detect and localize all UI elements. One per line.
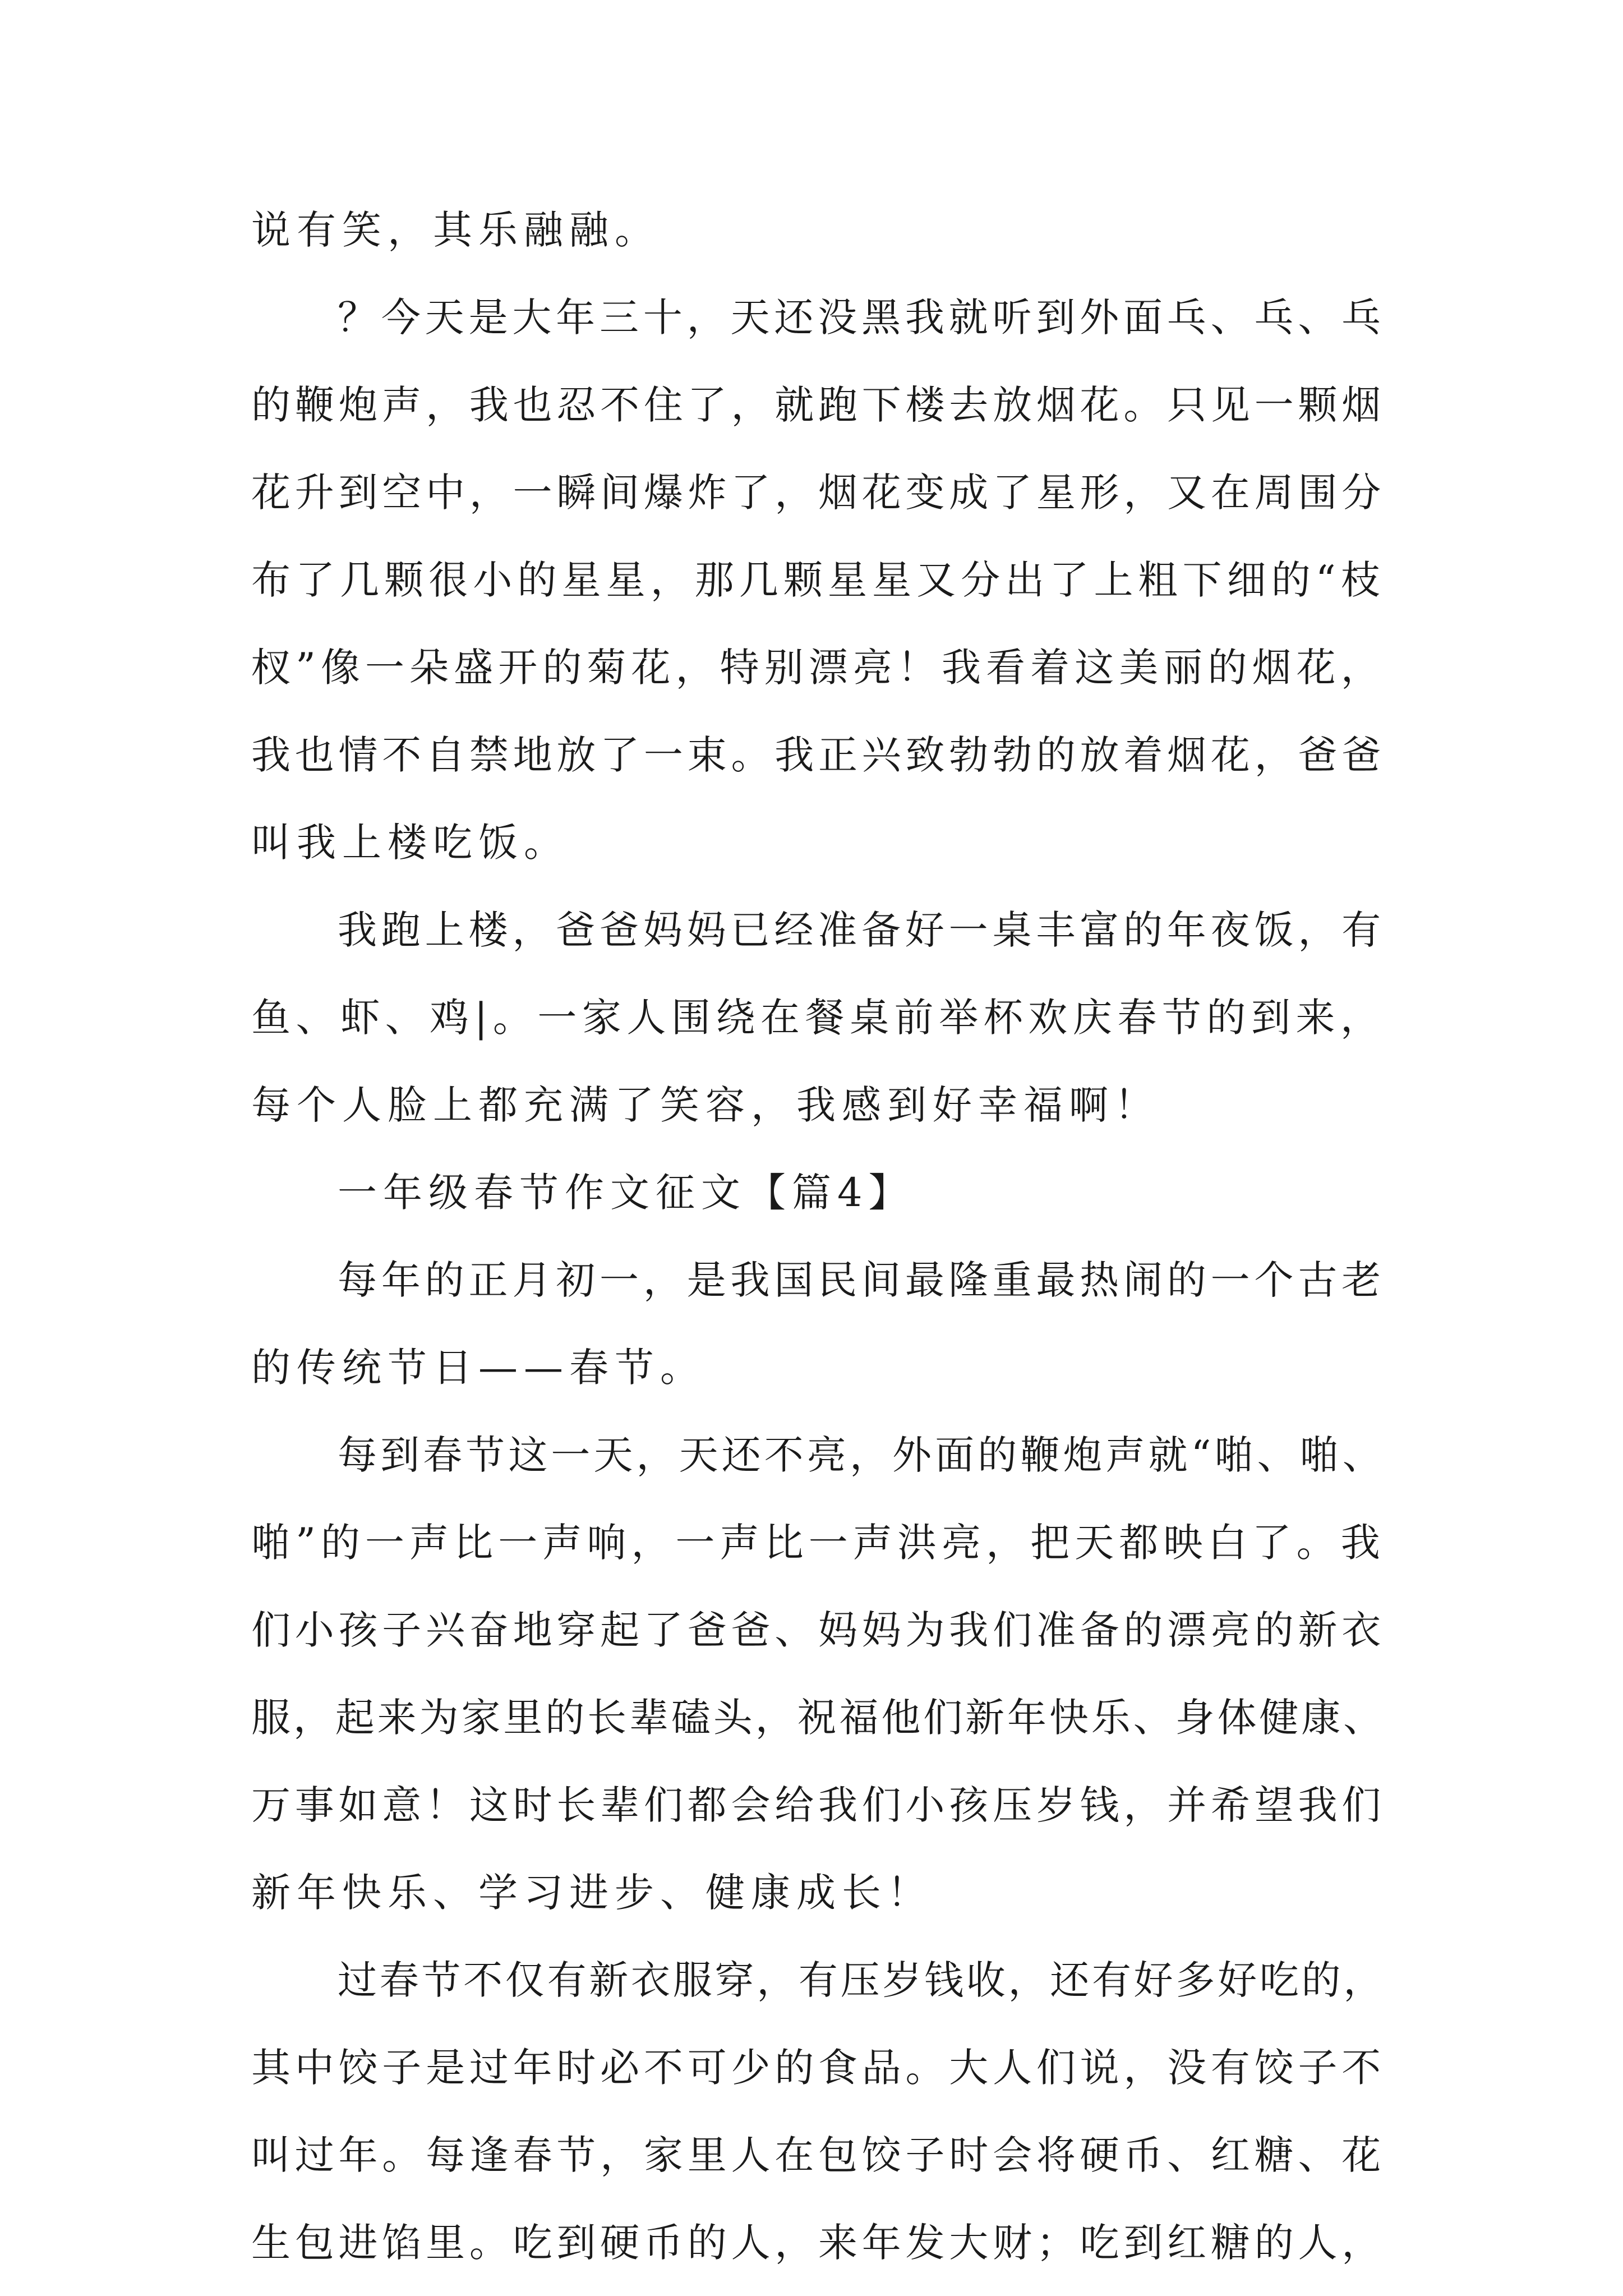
text-line: 叫我上楼吃饭。 [251,820,569,866]
paragraph-first-line: 每年的正月初一，是我国民间最隆重最热闹的一个古老 [338,1257,1385,1303]
text-line: 万事如意！这时长辈们都会给我们小孩压岁钱，并希望我们 [251,1782,1385,1828]
text-line: 生包进馅里。吃到硬币的人，来年发大财；吃到红糖的人， [251,2220,1385,2266]
text-line: 鱼、虾、鸡|。一家人围绕在餐桌前举杯欢庆春节的到来， [251,995,1385,1041]
text-line: 啪”的一声比一声响，一声比一声洪亮，把天都映白了。我 [251,1520,1385,1566]
text-line: 杈”像一朵盛开的菊花，特别漂亮！我看着这美丽的烟花， [251,645,1385,691]
text-line: 叫过年。每逢春节，家里人在包饺子时会将硬币、红糖、花 [251,2132,1385,2178]
paragraph-first-line: ？今天是大年三十，天还没黑我就听到外面乓、乓、乓 [338,295,1385,341]
paragraph-first-line: 每到春节这一天，天还不亮，外面的鞭炮声就“啪、啪、 [338,1432,1385,1478]
text-line: 说有笑，其乐融融。 [251,207,660,253]
text-line: 其中饺子是过年时必不可少的食品。大人们说，没有饺子不 [251,2045,1385,2091]
text-line: 新年快乐、学习进步、健康成长！ [251,1870,933,1916]
text-line: 的传统节日——春节。 [251,1345,706,1391]
text-line: 的鞭炮声，我也忍不住了，就跑下楼去放烟花。只见一颗烟 [251,382,1385,428]
text-line: 们小孩子兴奋地穿起了爸爸、妈妈为我们准备的漂亮的新衣 [251,1607,1385,1653]
paragraph-first-line: 过春节不仅有新衣服穿，有压岁钱收，还有好多好吃的， [338,1957,1385,2003]
text-line: 服，起来为家里的长辈磕头，祝福他们新年快乐、身体健康、 [251,1695,1385,1741]
text-line: 花升到空中，一瞬间爆炸了，烟花变成了星形，又在周围分 [251,470,1385,516]
text-line: 我也情不自禁地放了一束。我正兴致勃勃的放着烟花，爸爸 [251,732,1385,778]
text-line: 每个人脸上都充满了笑容，我感到好幸福啊！ [251,1082,1160,1128]
text-line: 布了几颗很小的星星，那几颗星星又分出了上粗下细的“枝 [251,557,1385,603]
paragraph-first-line: 我跑上楼，爸爸妈妈已经准备好一桌丰富的年夜饭，有 [338,907,1385,953]
section-heading: 一年级春节作文征文【篇4】 [338,1170,914,1216]
